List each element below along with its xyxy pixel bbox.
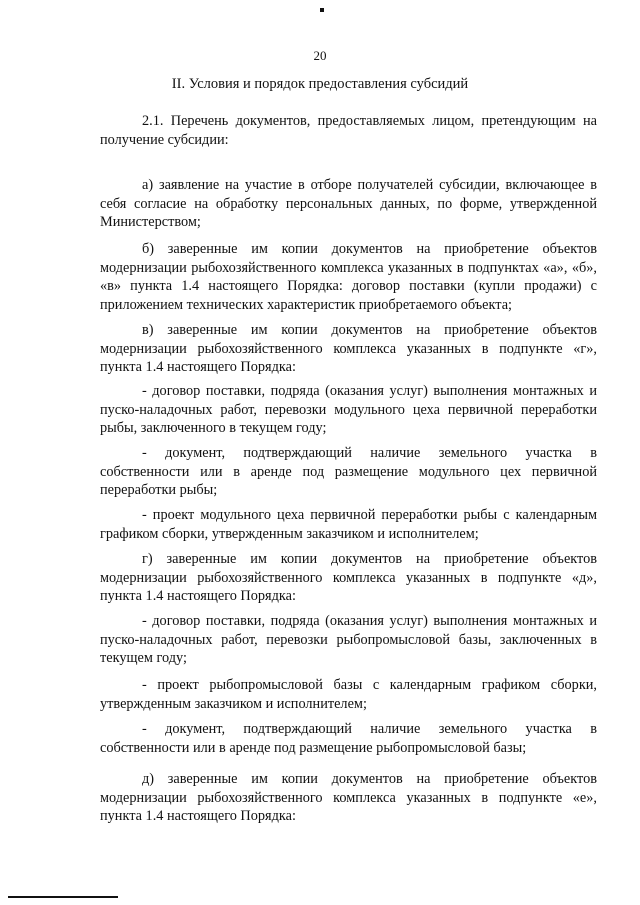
footnote-rule <box>8 896 118 898</box>
paragraph-v-item-3: - проект модульного цеха первичной переработки рыбы с календарным графиком сборки, утвержденным заказчиком и исполнителем; <box>100 507 597 542</box>
paragraph-g-item-2: - проект рыбопромысловой базы с календарным графиком сборки, утвержденным заказчиком и исполнителем; <box>100 677 597 712</box>
paragraph-g: г) заверенные им копии документов на приобретение объектов модернизации рыбохозяйственного комплекса указанных в подпункте «д», пункта 1.4 настоящего Порядка: <box>100 551 597 604</box>
page-number: 20 <box>313 48 327 63</box>
paragraph-a: а) заявление на участие в отборе получателей субсидии, включающее в себя согласие на обработку персональных данных, по форме, утвержденной Министерством; <box>100 177 597 230</box>
paragraph-v: в) заверенные им копии документов на приобретение объектов модернизации рыбохозяйственного комплекса указанных в подпункте «г», пункта 1.4 настоящего Порядка: <box>100 322 597 375</box>
paragraph-2-1: 2.1. Перечень документов, предоставляемых лицом, претендующим на получение субсидии: <box>100 113 597 148</box>
scan-mark <box>320 8 324 12</box>
section-heading: II. Условия и порядок предоставления субсидий <box>171 76 469 92</box>
paragraph-b: б) заверенные им копии документов на приобретение объектов модернизации рыбохозяйственного комплекса указанных в подпунктах «а», «б», «в» пункта 1.4 настоящего Порядка: договор поставки (купли продажи) с приложением технических характеристик приобретаемого объекта; <box>100 241 597 313</box>
paragraph-g-item-1: - договор поставки, подряда (оказания услуг) выполнения монтажных и пуско-наладочных работ, перевозки рыбопромысловой базы, заключенных в текущем году; <box>100 613 597 666</box>
paragraph-v-item-2: - документ, подтверждающий наличие земельного участка в собственности или в аренде под размещение модульного цех первичной переработки рыбы; <box>100 445 597 498</box>
paragraph-g-item-3: - документ, подтверждающий наличие земельного участка в собственности или в аренде под размещение рыбопромысловой базы; <box>100 721 597 756</box>
paragraph-v-item-1: - договор поставки, подряда (оказания услуг) выполнения монтажных и пуско-наладочных работ, перевозки модульного цеха первичной переработки рыбы, заключенного в текущем году; <box>100 383 597 436</box>
paragraph-d: д) заверенные им копии документов на приобретение объектов модернизации рыбохозяйственного комплекса указанных в подпункте «е», пункта 1.4 настоящего Порядка: <box>100 771 597 824</box>
